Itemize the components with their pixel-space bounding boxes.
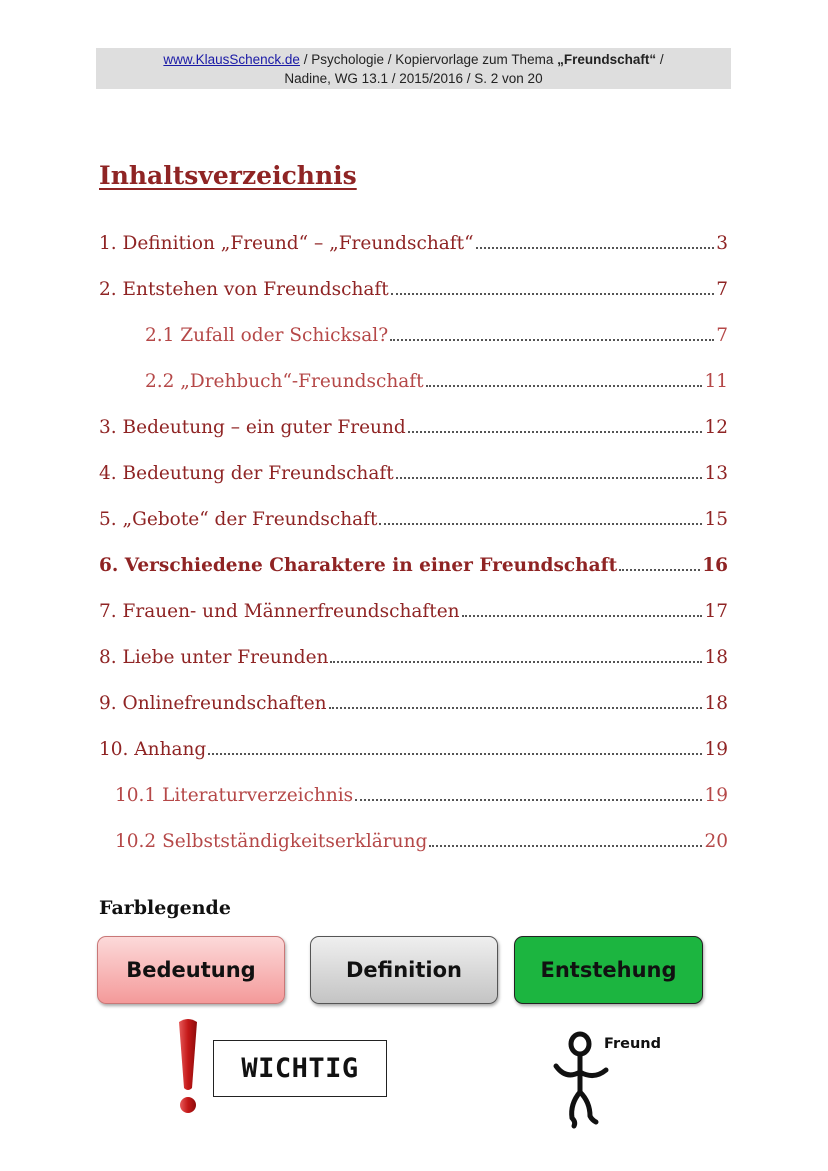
toc-entry-2-2[interactable] [145,371,728,401]
dot-leader [208,752,702,755]
legend-label: Entstehung [540,958,677,982]
dot-leader [391,292,715,295]
toc-entry-page: 18 [704,647,728,668]
toc-entry-10[interactable] [99,739,728,769]
dot-leader [330,660,702,663]
dot-leader [396,476,703,479]
toc-entry-page: 13 [704,463,728,484]
header-topic: „Freundschaft“ [557,52,657,67]
legend-bedeutung [97,936,285,1004]
toc-entry-2[interactable] [99,279,728,309]
header-path: / Psychologie / Kopiervorlage zum Thema [299,52,558,67]
dot-leader [426,384,703,387]
toc-entry-label: 2. Entstehen von Freundschaft [99,279,389,300]
toc-entry-page: 12 [704,417,728,438]
toc-entry-label: 8. Liebe unter Freunden [99,647,329,668]
dot-leader [476,246,715,249]
dot-leader [329,706,703,709]
dot-leader [408,430,703,433]
legend-label: Bedeutung [126,958,256,982]
legend-entstehung [514,936,703,1004]
toc-entry-page: 20 [704,831,728,852]
toc-entry-label: 1. Definition „Freund“ – „Freundschaft“ [99,233,474,254]
toc-entry-label: 4. Bedeutung der Freundschaft [99,463,394,484]
toc-entry-label: 6. Verschiedene Charaktere in einer Freundschaft [99,555,618,576]
toc-entry-page: 15 [704,509,728,530]
legend-label: Definition [345,958,462,982]
important-label: WICHTIG [241,1053,359,1084]
dot-leader [379,522,702,525]
legend-title: Farblegende [99,897,231,919]
toc-entry-label: 10.1 Literaturverzeichnis [115,785,354,806]
dot-leader [619,568,700,571]
header-line-2: Nadine, WG 13.1 / 2015/2016 / S. 2 von 20 [284,71,543,86]
toc-entry-label: 2.1 Zufall oder Schicksal? [145,325,389,346]
dot-leader [390,338,714,341]
toc-entry-page: 18 [704,693,728,714]
toc-entry-page: 7 [716,325,728,346]
toc-entry-page: 19 [704,785,728,806]
toc-entry-page: 3 [716,233,728,254]
header-line-1 [96,50,731,69]
toc-entry-5[interactable] [99,509,728,539]
toc-entry-page: 19 [704,739,728,760]
toc-entry-page: 17 [704,601,728,622]
toc-entry-label: 7. Frauen- und Männerfreundschaften [99,601,460,622]
page-header [96,48,731,89]
dot-leader [355,798,702,801]
toc-entry-page: 16 [702,555,728,576]
toc-entry-label: 2.2 „Drehbuch“-Freundschaft [145,371,424,392]
toc-entry-page: 11 [704,371,728,392]
toc-entry-8[interactable] [99,647,728,677]
toc-entry-2-1[interactable] [145,325,728,355]
friend-label: Freund [604,1036,661,1052]
toc-entry-1[interactable] [99,233,728,263]
toc-entry-label: 10.2 Selbstständigkeitserklärung [115,831,428,852]
toc-entry-label: 10. Anhang [99,739,207,760]
dot-leader [429,844,702,847]
toc-entry-label: 5. „Gebote“ der Freundschaft [99,509,378,530]
toc-entry-label: 3. Bedeutung – ein guter Freund [99,417,406,438]
exclamation-icon [172,1018,204,1116]
website-link[interactable]: www.KlausSchenck.de [163,52,300,67]
dot-leader [462,614,703,617]
toc-entry-4[interactable] [99,463,728,493]
toc-entry-page: 7 [716,279,728,300]
toc-entry-7[interactable] [99,601,728,631]
toc-entry-9[interactable] [99,693,728,723]
toc-entry-10-2[interactable] [115,831,728,861]
legend-definition [310,936,498,1004]
toc-title: Inhaltsverzeichnis [99,161,357,190]
toc-entry-6[interactable] [99,555,728,585]
toc-entry-label: 9. Onlinefreundschaften [99,693,327,714]
toc-entry-10-1[interactable] [115,785,728,815]
header-line-end: / [656,52,664,67]
toc-entry-3[interactable] [99,417,728,447]
wichtig-box [213,1040,387,1097]
